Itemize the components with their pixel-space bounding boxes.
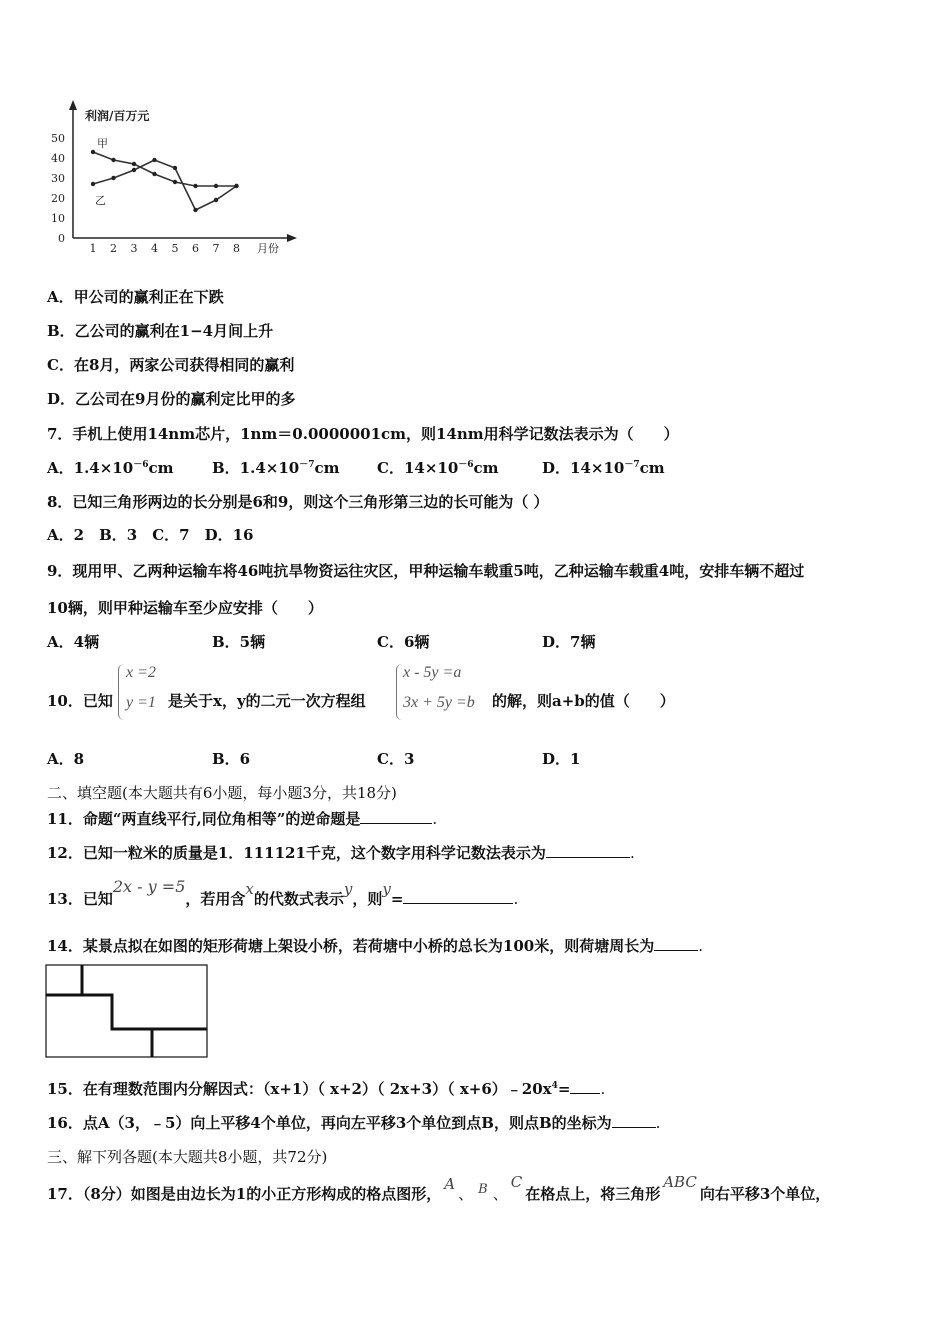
x-tick-label: 5 <box>171 242 179 255</box>
section-3-heading: 三、解下列各题(本大题共8小题，共72分) <box>47 1148 328 1166</box>
q10-brace-2 <box>396 664 403 720</box>
q16-blank[interactable] <box>612 1113 656 1128</box>
data-point <box>132 162 136 166</box>
series-line-jia <box>93 152 237 186</box>
q10-brace-1 <box>118 664 125 720</box>
q9-stem-line1: 9．现用甲、乙两种运输车将46吨抗旱物资运往灾区，甲种运输车载重5吨，乙种运输车载重4吨，安排车辆不超过 <box>47 562 805 580</box>
q8-stem: 8．已知三角形两边的长分别是6和9，则这个三角形第三边的长可能为（ ） <box>47 493 549 511</box>
q10-system2-line1: x - 5y =a <box>403 664 462 681</box>
q10-system1-line2: y =1 <box>126 694 156 711</box>
q9-option-a: A．4辆 <box>47 633 100 651</box>
q8-options: A．2 B．3 C．7 D．16 <box>47 526 254 544</box>
y-tick-label: 10 <box>51 212 65 225</box>
data-point <box>214 198 218 202</box>
y-tick-label: 20 <box>51 192 65 205</box>
q12: 12．已知一粒米的质量是1．111121千克，这个数字用科学记数法表示为 . <box>47 844 635 862</box>
data-point <box>214 184 218 188</box>
x-axis-arrow <box>287 234 297 242</box>
q7-option-b: B．$1.4\times 10^{-7}cm$ <box>212 459 340 477</box>
y-axis-arrow <box>69 100 77 110</box>
q9-option-b: B．5辆 <box>212 633 266 651</box>
data-point <box>152 158 156 162</box>
y-tick-label: 0 <box>58 232 65 245</box>
q10-option-c: C．3 <box>377 750 415 768</box>
q13-blank[interactable] <box>403 889 513 904</box>
pond-rectangle <box>46 965 207 1057</box>
x-tick-label: 8 <box>233 242 240 255</box>
q6-option-d: D．乙公司在9月份的赢利定比甲的多 <box>47 390 296 408</box>
q17: 17．（8分）如图是由边长为1的小正方形构成的格点图形，A、 B 、C在格点上，将三角形ABC向右平移3个单位， <box>47 1173 831 1203</box>
q10-system2-line2: 3x + 5y =b <box>403 694 475 711</box>
x-tick-label: 2 <box>110 242 117 255</box>
q15-blank[interactable] <box>570 1079 600 1094</box>
q6-option-c: C．在8月，两家公司获得相同的赢利 <box>47 356 295 374</box>
profit-line-chart <box>45 98 345 258</box>
bridge-path-2 <box>82 995 207 1029</box>
data-point <box>173 180 177 184</box>
q9-option-c: C．6辆 <box>377 633 430 651</box>
q10-prefix: 10．已知 <box>47 692 113 710</box>
y-axis-label: 利润/百万元 <box>85 109 150 123</box>
y-tick-label: 50 <box>51 132 65 145</box>
q6-option-b: B．乙公司的赢利在1−4月间上升 <box>47 322 274 340</box>
q9-stem-line2: 10辆，则甲种运输车至少应安排（ ） <box>47 599 323 617</box>
section-2-heading: 二、填空题(本大题共有6小题，每小题3分，共18分) <box>47 784 397 802</box>
q15: 15．在有理数范围内分解因式：（x+1）（ x+2）（ 2x+3）（ $x+6)﹣20x^4=$ . <box>47 1080 606 1098</box>
q7-option-c: C．$14\times 10^{-6}cm$ <box>377 459 499 477</box>
data-point <box>91 182 95 186</box>
q10-suffix: 的解，则a+b的值（ ） <box>492 692 675 710</box>
q10-option-d: D．1 <box>542 750 581 768</box>
q10-option-a: A．8 <box>47 750 85 768</box>
y-tick-label: 30 <box>51 172 65 185</box>
series-label-jia: 甲 <box>97 137 108 150</box>
series-label-yi: 乙 <box>95 194 106 207</box>
x-tick-label: 4 <box>151 242 158 255</box>
q13: 13．已知2x - y =5，若用含x的代数式表示y，则y= . <box>47 877 519 908</box>
data-point <box>173 166 177 170</box>
q13-equation: 2x - y =5 <box>112 877 186 896</box>
q7-option-d: D．$14\times 10^{-7}cm$ <box>542 459 665 477</box>
q14-blank[interactable] <box>654 936 698 951</box>
q14: 14．某景点拟在如图的矩形荷塘上架设小桥，若荷塘中小桥的总长为100米，则荷塘周长为 . <box>47 937 703 955</box>
data-point <box>132 168 136 172</box>
q11: 11．命题“两直线平行,同位角相等”的逆命题是 . <box>47 810 438 828</box>
q7-stem: 7．手机上使用14nm芯片，1nm＝0.0000001cm，则14nm用科学记数法表示为（ ） <box>47 425 679 443</box>
q10-middle: 是关于x，y的二元一次方程组 <box>168 692 366 710</box>
q10-system1-line1: x =2 <box>126 664 156 681</box>
x-tick-label: 6 <box>192 242 199 255</box>
data-point <box>111 176 115 180</box>
data-point <box>111 158 115 162</box>
y-tick-label: 40 <box>51 152 65 165</box>
q7-option-a: A．$1.4\times 10^{-6}cm$ <box>47 459 174 477</box>
q12-blank[interactable] <box>546 843 630 858</box>
data-point <box>193 184 197 188</box>
data-point <box>91 150 95 154</box>
x-tick-label: 3 <box>130 242 138 255</box>
x-axis-label: 月份 <box>257 242 279 255</box>
x-tick-label: 1 <box>89 242 97 255</box>
q9-option-d: D．7辆 <box>542 633 596 651</box>
q16: 16．点A（3，﹣5）向上平移4个单位，再向左平移3个单位到点B，则点B的坐标为 . <box>47 1114 661 1132</box>
data-point <box>234 184 238 188</box>
q6-option-a: A．甲公司的赢利正在下跌 <box>47 288 224 306</box>
data-point <box>193 208 197 212</box>
q10-option-b: B．6 <box>212 750 251 768</box>
x-tick-label: 7 <box>212 242 220 255</box>
data-point <box>152 172 156 176</box>
pond-bridge-figure <box>45 964 209 1059</box>
q11-blank[interactable] <box>360 809 432 824</box>
bridge-path <box>46 965 82 995</box>
